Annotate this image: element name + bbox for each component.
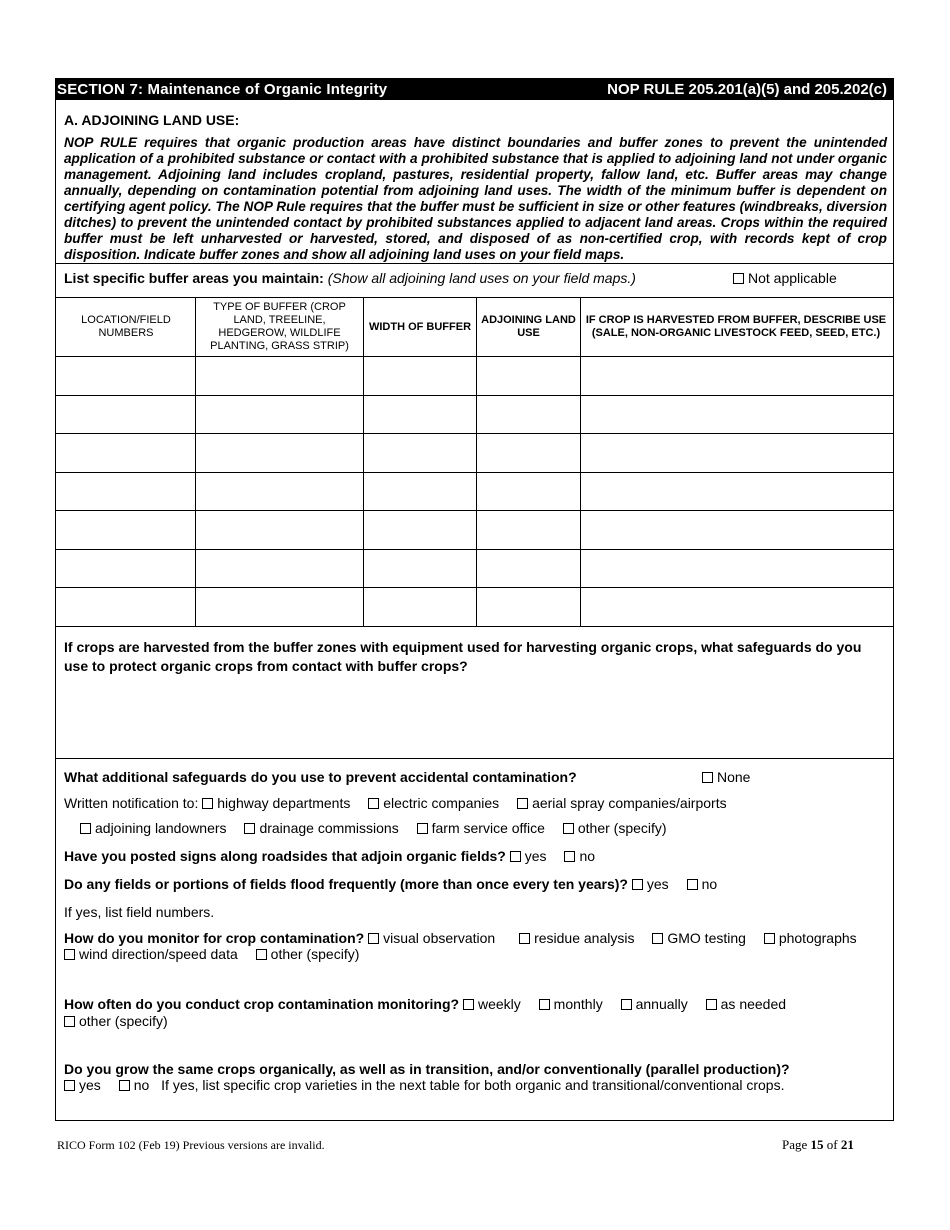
option-monitor-other[interactable] — [256, 946, 360, 962]
landowners-label: adjoining landowners — [95, 820, 227, 836]
of-word: of — [826, 1137, 838, 1152]
monitor-row-2 — [64, 946, 359, 962]
col-header-harvest-use: IF CROP IS HARVESTED FROM BUFFER, DESCRIBE USE (SALE, NON-ORGANIC LIVESTOCK FEED, SEED, ETC.) — [585, 314, 887, 339]
table-row[interactable] — [56, 357, 893, 394]
flood-no-label: no — [701, 876, 718, 892]
signs-question: Have you posted signs along roadsides that adjoin organic fields? — [64, 848, 506, 864]
weekly-checkbox[interactable] — [463, 999, 474, 1010]
parallel-answer-row — [64, 1077, 784, 1093]
option-wind-data[interactable] — [64, 946, 238, 962]
parallel-yes-label: yes — [79, 1077, 101, 1093]
signs-no-checkbox[interactable] — [564, 851, 575, 862]
col-header-buffer-type: TYPE OF BUFFER (CROP LAND, TREELINE, HEDGEROW, WILDLIFE PLANTING, GRASS STRIP) — [210, 301, 349, 352]
signs-row — [64, 848, 609, 864]
aerial-checkbox[interactable] — [517, 798, 528, 809]
buffer-list-label: List specific buffer areas you maintain: — [64, 270, 324, 286]
page-number — [782, 1137, 854, 1153]
frequency-row-1 — [64, 996, 786, 1012]
option-frequency-other[interactable] — [64, 1013, 168, 1029]
wind-checkbox[interactable] — [64, 949, 75, 960]
flood-yes-checkbox[interactable] — [632, 879, 643, 890]
option-as-needed[interactable] — [706, 996, 786, 1012]
frequency-row-2 — [64, 1013, 168, 1029]
monitor-other-label: other (specify) — [270, 946, 360, 962]
signs-yes-checkbox[interactable] — [510, 851, 521, 862]
notification-label: Written notification to: — [64, 795, 199, 811]
divider — [56, 758, 893, 759]
harvest-safeguard-question: If crops are harvested from the buffer zones with equipment used for harvesting organic crops, what safeguards do you use to protect organic crops from contact with buffer crops? — [64, 639, 862, 674]
none-option[interactable] — [702, 769, 750, 785]
parallel-yes-checkbox[interactable] — [64, 1080, 75, 1091]
option-aerial-spray[interactable] — [517, 795, 727, 811]
monitor-row-1 — [64, 930, 857, 946]
col-header-adjoining-use: ADJOINING LAND USE — [481, 314, 576, 339]
flood-followup: If yes, list field numbers. — [64, 904, 215, 920]
flood-no-option[interactable] — [687, 876, 718, 892]
page-word: Page — [782, 1137, 808, 1152]
col-header-location: LOCATION/FIELD NUMBERS — [81, 314, 171, 339]
flood-yes-option[interactable] — [632, 876, 669, 892]
option-visual-observation[interactable] — [368, 930, 495, 946]
option-farm-service-office[interactable] — [417, 820, 545, 836]
harvest-safeguard-answer[interactable] — [56, 679, 893, 757]
as-needed-checkbox[interactable] — [706, 999, 717, 1010]
safeguards-question: What additional safeguards do you use to prevent accidental contamination? — [64, 769, 577, 785]
parallel-note: If yes, list specific crop varieties in the next table for both organic and transitional/conventional crops. — [161, 1077, 785, 1093]
photographs-label: photographs — [778, 930, 857, 946]
form-identifier: RICO Form 102 (Feb 19) Previous versions are invalid. — [57, 1138, 325, 1152]
table-row[interactable] — [56, 396, 893, 432]
parallel-no-option[interactable] — [119, 1077, 150, 1093]
monitor-question: How do you monitor for crop contamination? — [64, 930, 365, 946]
page-current: 15 — [810, 1137, 824, 1152]
signs-yes-label: yes — [524, 848, 547, 864]
option-monthly[interactable] — [539, 996, 603, 1012]
option-weekly[interactable] — [463, 996, 521, 1012]
weekly-label: weekly — [477, 996, 521, 1012]
monthly-checkbox[interactable] — [539, 999, 550, 1010]
signs-yes-option[interactable] — [510, 848, 547, 864]
buffer-list-note: (Show all adjoining land uses on your field maps.) — [327, 270, 636, 286]
none-label: None — [717, 769, 751, 785]
drainage-label: drainage commissions — [259, 820, 399, 836]
section-a-heading: A. ADJOINING LAND USE: — [64, 112, 240, 128]
page-total: 21 — [840, 1137, 854, 1152]
notification-row-2 — [80, 820, 681, 836]
option-gmo-testing[interactable] — [652, 930, 746, 946]
flood-question: Do any fields or portions of fields flood frequently (more than once every ten years)? — [64, 876, 628, 892]
option-photographs[interactable] — [764, 930, 857, 946]
farm-service-label: farm service office — [431, 820, 545, 836]
option-adjoining-landowners[interactable] — [80, 820, 227, 836]
not-applicable-checkbox[interactable] — [733, 273, 744, 284]
not-applicable-option[interactable] — [733, 270, 837, 286]
frequency-question: How often do you conduct crop contamination monitoring? — [64, 996, 460, 1012]
option-drainage-commissions[interactable] — [244, 820, 398, 836]
option-annually[interactable] — [621, 996, 688, 1012]
section-title: SECTION 7: Maintenance of Organic Integrity — [57, 81, 388, 98]
gmo-checkbox[interactable] — [652, 933, 663, 944]
gmo-label: GMO testing — [667, 930, 746, 946]
section-7-frame — [55, 78, 894, 1121]
nop-rule-paragraph: NOP RULE requires that organic production areas have distinct boundaries and buffer zones to prevent the unintended application of a prohibited substance or contact with a prohibited substance that is applied to adjoining land not under organic management. Adjoining land includes cropland, pastures, residential property, fallow land, etc. Buffer areas may change annually, depending on contamination potential from adjoining land uses. The width of the minimum buffer is dependent on certifying agent policy. The NOP Rule requires that the buffer must be sufficient in size or other features (windbreaks, diversion ditches) to prevent the unintended contact by prohibited substances applied to adjacent land areas. Crops within the required buffer must be left unharvested or harvested, stored, and disposed of as non-certified crop, with records kept of crop disposition. Indicate buffer zones and show all adjoining land uses on your field maps. — [64, 135, 887, 262]
flood-no-checkbox[interactable] — [687, 879, 698, 890]
parallel-question: Do you grow the same crops organically, as well as in transition, and/or conventionally (parallel production)? — [64, 1061, 790, 1077]
flood-yes-label: yes — [646, 876, 669, 892]
residue-checkbox[interactable] — [519, 933, 530, 944]
photographs-checkbox[interactable] — [764, 933, 775, 944]
table-row[interactable] — [56, 473, 893, 509]
section-header — [56, 79, 893, 100]
table-row[interactable] — [56, 588, 893, 625]
monitor-other-checkbox[interactable] — [256, 949, 267, 960]
frequency-other-label: other (specify) — [79, 1013, 168, 1029]
electric-checkbox[interactable] — [368, 798, 379, 809]
signs-no-option[interactable] — [564, 848, 595, 864]
table-row[interactable] — [56, 550, 893, 586]
not-applicable-label: Not applicable — [748, 270, 837, 286]
visual-checkbox[interactable] — [368, 933, 379, 944]
highway-checkbox[interactable] — [202, 798, 213, 809]
table-row[interactable] — [56, 511, 893, 548]
signs-no-label: no — [579, 848, 596, 864]
annually-label: annually — [635, 996, 688, 1012]
electric-label: electric companies — [383, 795, 500, 811]
none-checkbox[interactable] — [702, 772, 713, 783]
buffer-list-prompt — [64, 270, 636, 286]
wind-label: wind direction/speed data — [79, 946, 238, 962]
residue-label: residue analysis — [534, 930, 635, 946]
aerial-label: aerial spray companies/airports — [532, 795, 727, 811]
flood-row — [64, 876, 731, 892]
rule-reference: NOP RULE 205.201(a)(5) and 205.202(c) — [607, 81, 887, 98]
landowners-checkbox[interactable] — [80, 823, 91, 834]
visual-label: visual observation — [383, 930, 496, 946]
parallel-no-label: no — [133, 1077, 150, 1093]
option-other-specify[interactable] — [563, 820, 667, 836]
table-bottom-border — [56, 626, 893, 627]
notification-row-1 — [64, 795, 741, 811]
option-residue-analysis[interactable] — [519, 930, 634, 946]
other-checkbox[interactable] — [563, 823, 574, 834]
parallel-no-checkbox[interactable] — [119, 1080, 130, 1091]
frequency-other-checkbox[interactable] — [64, 1016, 75, 1027]
highway-label: highway departments — [217, 795, 351, 811]
as-needed-label: as needed — [720, 996, 787, 1012]
farm-service-checkbox[interactable] — [417, 823, 428, 834]
option-electric-companies[interactable] — [368, 795, 499, 811]
drainage-checkbox[interactable] — [244, 823, 255, 834]
monthly-label: monthly — [553, 996, 603, 1012]
table-row[interactable] — [56, 434, 893, 471]
annually-checkbox[interactable] — [621, 999, 632, 1010]
other-label: other (specify) — [577, 820, 667, 836]
option-highway-departments[interactable] — [202, 795, 350, 811]
divider — [56, 263, 893, 264]
col-header-width: WIDTH OF BUFFER — [368, 320, 472, 333]
parallel-yes-option[interactable] — [64, 1077, 101, 1093]
